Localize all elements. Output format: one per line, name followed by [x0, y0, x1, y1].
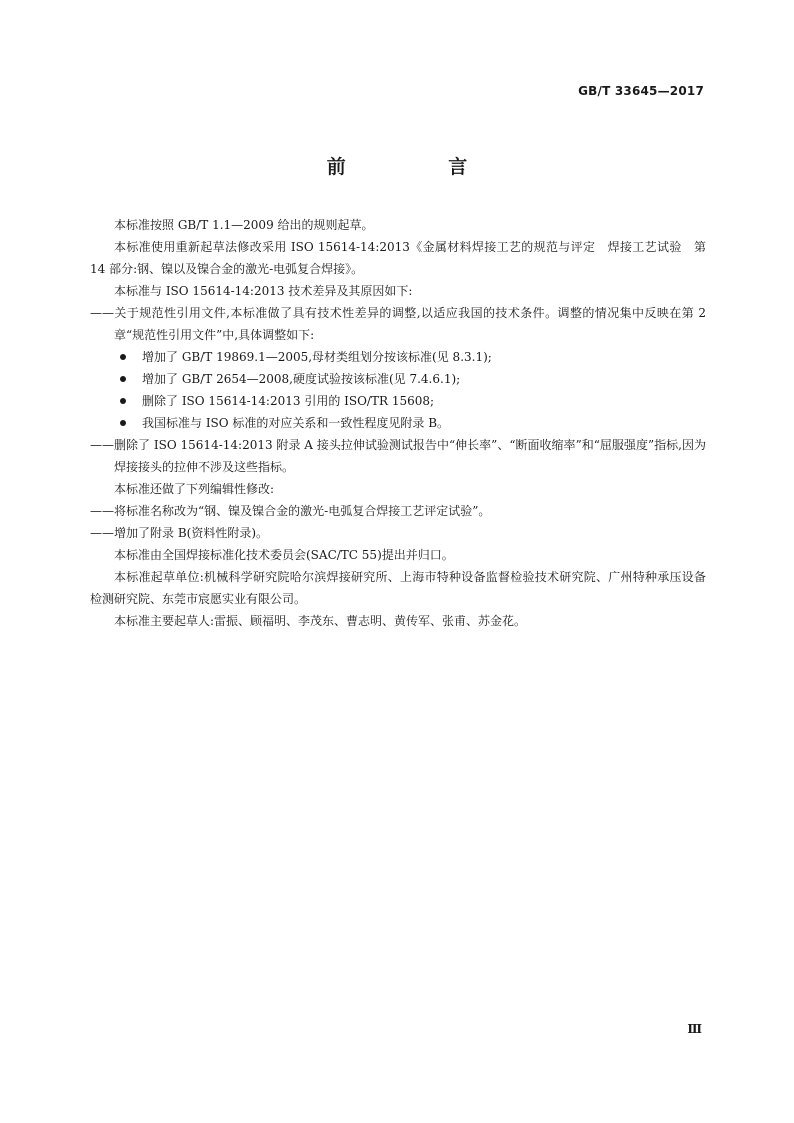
bullet-item: [90, 368, 706, 390]
document-body: [90, 214, 706, 632]
bullet-dot-icon: [120, 354, 126, 360]
bullet-text: 删除了 ISO 15614-14:2013 引用的 ISO/TR 15608;: [142, 394, 435, 408]
bullet-dot-icon: [120, 398, 126, 404]
page-number: Ⅲ: [687, 1022, 702, 1036]
paragraph-proposer: 本标准由全国焊接标准化技术委员会(SAC/TC 55)提出并归口。: [114, 548, 454, 562]
page-title: 前 言: [326, 156, 510, 178]
dash-item-annex-b-added: ——增加了附录 B(资料性附录)。: [90, 526, 268, 540]
dash-item-title-change: ——将标准名称改为“钢、镍及镍合金的激光-电弧复合焊接工艺评定试验”。: [90, 504, 491, 518]
paragraph-differences-intro: 本标准与 ISO 15614-14:2013 技术差异及其原因如下:: [114, 284, 413, 298]
paragraph-drafters: 本标准主要起草人:雷振、顾福明、李茂东、曹志明、黄传军、张甫、苏金花。: [114, 614, 527, 628]
paragraph-adoption: 本标准使用重新起草法修改采用 ISO 15614-14:2013《金属材料焊接工艺的规范与评定 焊接工艺试验 第 14 部分:钢、镍以及镍合金的激光-电弧复合焊接》。: [90, 240, 706, 276]
bullet-text: 增加了 GB/T 19869.1—2005,母材类组划分按该标准(见 8.3.1);: [142, 350, 492, 364]
bullet-text: 增加了 GB/T 2654—2008,硬度试验按该标准(见 7.4.6.1);: [142, 372, 461, 386]
standard-code: GB/T 33645—2017: [578, 84, 704, 98]
dash-item-annex-a-deletion: ——删除了 ISO 15614-14:2013 附录 A 接头拉伸试验测试报告中“伸长率”、“断面收缩率”和“屈服强度”指标,因为焊接接头的拉伸不涉及这些指标。: [90, 438, 706, 474]
bullet-dot-icon: [120, 420, 126, 426]
bullet-dot-icon: [120, 376, 126, 382]
dash-item-normative-references: ——关于规范性引用文件,本标准做了具有技术性差异的调整,以适应我国的技术条件。调整的情况集中反映在第 2 章“规范性引用文件”中,具体调整如下:: [90, 306, 706, 342]
paragraph-drafting-rule: 本标准按照 GB/T 1.1—2009 给出的规则起草。: [114, 218, 374, 232]
bullet-text: 我国标准与 ISO 标准的对应关系和一致性程度见附录 B。: [142, 416, 450, 430]
bullet-item: [90, 390, 706, 412]
bullet-item: [90, 346, 706, 368]
bullet-item: [90, 412, 706, 434]
paragraph-editorial-intro: 本标准还做了下列编辑性修改:: [114, 482, 275, 496]
paragraph-drafting-units: 本标准起草单位:机械科学研究院哈尔滨焊接研究所、上海市特种设备监督检验技术研究院、广州特种承压设备检测研究院、东莞市宸愿实业有限公司。: [90, 570, 706, 606]
